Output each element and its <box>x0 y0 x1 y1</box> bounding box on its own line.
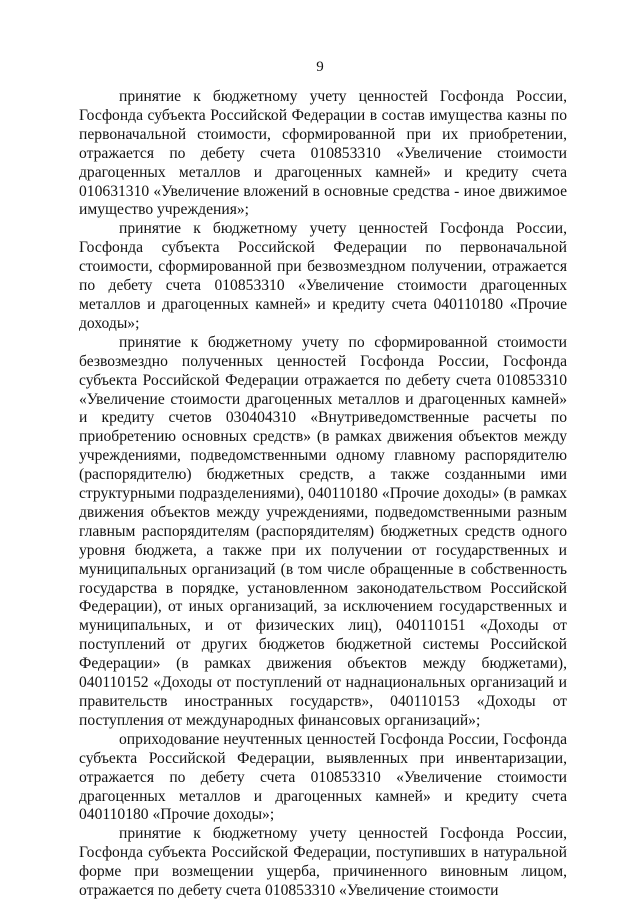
paragraph: принятие к бюджетному учету ценностей Госфонда России, Госфонда субъекта Российской Федерации по первоначальной стоимости, сформированной при безвозмездном получении, отражается по дебету счета 010853310 «Увеличение стоимости драгоценных металлов и драгоценных камней» и кредиту счета 040110180 «Прочие доходы»; <box>79 220 567 332</box>
paragraph: принятие к бюджетному учету ценностей Госфонда России, Госфонда субъекта Российской Федерации, поступивших в натуральной форме при возмещении ущерба, причиненного виновным лицом, отражается по дебету счета 010853310 «Увеличение стоимости <box>79 825 567 900</box>
paragraph: принятие к бюджетному учету ценностей Госфонда России, Госфонда субъекта Российской Федерации в состав имущества казны по первоначальной стоимости, сформированной при их приобретении, отражается по дебету счета 010853310 «Увеличение стоимости драгоценных металлов и драгоценных камней» и кредиту счета 010631310 «Увеличение вложений в основные средства - иное движимое имущество учреждения»; <box>79 88 567 219</box>
paragraph: оприходование неучтенных ценностей Госфонда России, Госфонда субъекта Российской Федерации, выявленных при инвентаризации, отражается по дебету счета 010853310 «Увеличение стоимости драгоценных металлов и драгоценных камней» и кредиту счета 040110180 «Прочие доходы»; <box>79 730 567 824</box>
page-number: 9 <box>316 59 324 75</box>
paragraph: принятие к бюджетному учету по сформированной стоимости безвозмездно полученных ценностей Госфонда России, Госфонда субъекта Российской Федерации отражается по дебету счета 010853310 «Увеличение стоимости драгоценных металлов и драгоценных камней» и кредиту счетов 030404310 «Внутриведомственные расчеты по приобретению основных средств» (в рамках движения объектов между учреждениями, подведомственными одному главному распорядителю (распорядителю) бюджетных средств, а также созданными ими структурными подразделениями), 040110180 «Прочие доходы» (в рамках движения объектов между учреждениями, подведомственными разным главным распорядителям (распорядителям) бюджетных средств одного уровня бюджета, а также при их получении от государственных и муниципальных организаций (в том числе обращенные в собственность государства в порядке, установленном законодательством Российской Федерации), от иных организаций, за исключением государственных и муниципальных, и от физических лиц), 040110151 «Доходы от поступлений от других бюджетов бюджетной системы Российской Федерации» (в рамках движения объектов между бюджетами), 040110152 «Доходы от поступлений от наднациональных организаций и правительств иностранных государств», 040110153 «Доходы от поступления от международных финансовых организаций»; <box>79 333 567 729</box>
document-body <box>79 88 567 901</box>
